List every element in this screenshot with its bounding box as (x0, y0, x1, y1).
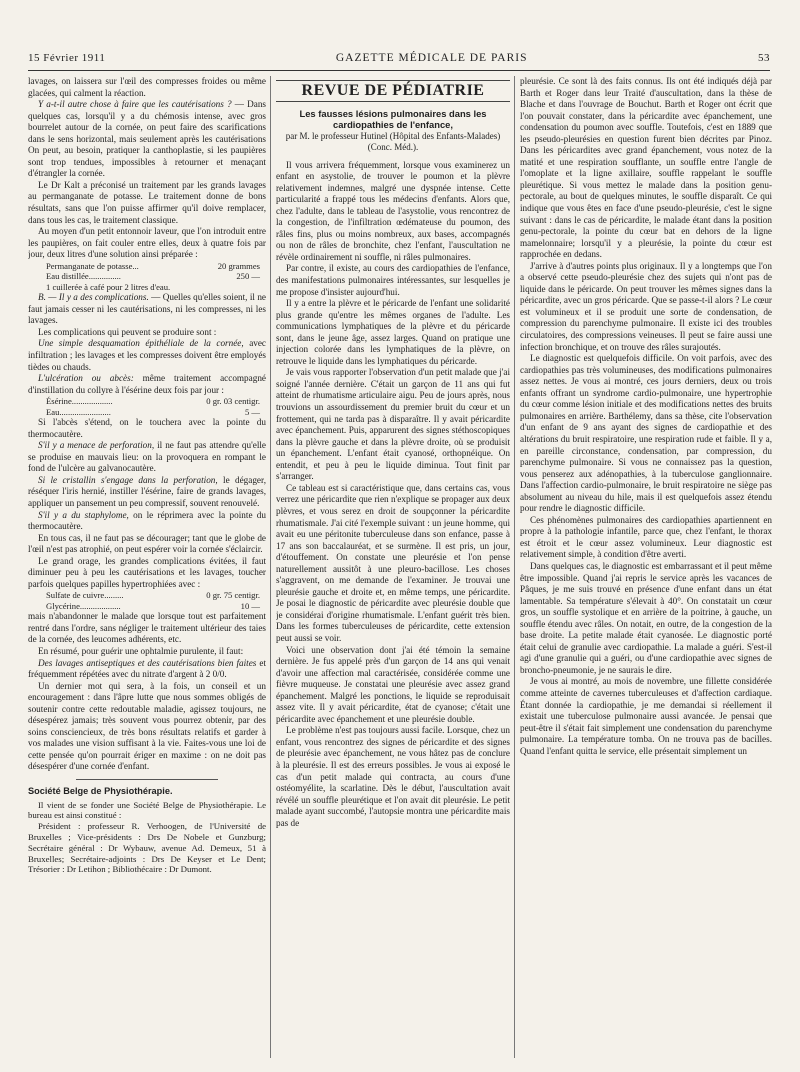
paragraph: pleurésie. Ce sont là des faits connus. Ils ont été indiqués déjà par Barth et Roger dans leur Traité d'auscultation, dans la thèse de Blache et dans l'ouvrage de Bouchut. Barth et Roger ont écrit que l'on pouvait constater, dans la péricardite avec épanchement, une condensation du poumon avec souffle. Toutefois, c'est en 1889 que les pseudo-pleurésies en question furent bien décrites par Pinoz. Dans les péricardites avec grand épanchement, vous notez de la matité et une respiration soufflante, un souffle entre l'angle de l'omoplate et la ligne axillaire, souffle rappelant le souffle pleurétique. Si vous mettez le malade dans la position genu-pectorale, au bout de quelques minutes, le souffle disparaît. Ce qui indique que vous êtes en face d'une pseudo-pleurésie, c'est le signe suivant : dans le cas de péricardite, le malade étant dans la position genu-pectorale, la pointe du cœur bat en dehors de la ligne mamelonnaire; lorsqu'il y a pleurésie, la pointe du cœur est rapprochée en dedans. (520, 76, 772, 260)
section-separator (76, 779, 219, 780)
page-header (28, 48, 770, 68)
recipe-value: 20 grammes (217, 260, 260, 271)
society-heading: Société Belge de Physiothérapie. (28, 786, 173, 797)
paragraph (28, 658, 266, 681)
paragraph-text: le dégager, réséquer l'iris hernié, instiller l'ésérine, faire de grands lavages, appliquer un pansement un peu compressif, souvent renouvelé. (28, 474, 266, 508)
header-date: 15 Février 1911 (28, 52, 106, 64)
subheading-italic: Des lavages antiseptiques et des cautérisations bien faites (38, 657, 257, 668)
paragraph (28, 292, 266, 327)
paragraph (28, 510, 266, 533)
paragraph: Ces phénomènes pulmonaires des cardiopathies apartiennent en propre à la pathologie infantile, parce que, chez l'enfant, le thorax est étroit et le cœur assez volumineux. Leur diagnostic est relativement simple, à condition d'être averti. (520, 514, 772, 560)
paragraph: Il y a entre la plèvre et le péricarde de l'enfant une solidarité plus grande qu'entre les mêmes organes de l'adulte. Les communications lymphatiques de la plèvre et du péricarde sont, dans le jeune âge, assez larges. Quand on pratique une injection colorée dans les lymphatiques de la plèvre, on retrouve le liquide dans les lymphatiques du péricarde. (276, 298, 510, 366)
recipe-line (28, 590, 266, 601)
paragraph: Si l'abcès s'étend, on le touchera avec la pointe du thermocautère. (28, 417, 266, 439)
subheading-italic: Une simple desquamation épithéliale de la cornée, (38, 338, 244, 349)
paragraph: Le diagnostic est quelquefois difficile. On voit parfois, avec des cardiopathies pas très volumineuses, des modifications pulmonaires assez nettes. Je vous ai montré, ces jours derniers, deux ou trois enfants offrant un syndrome cardio-pulmonaire, une hypertrophie du cœur comme lésion initiale et des modifications nettes des bruits pulmonaires en arrière. Barthélemy, dans sa thèse, cite l'observation d'un enfant de 9 ans ayant des signes de cardiopathie et des altérations du bruit respiratoire, une respiration rude et faible. Il y a, en pareille circonstance, condensation, par compression, du parenchyme pulmonaire. Si vous ne connaissez pas la question, vous penserez aux adénopathies, à la tuberculose ganglionnaire. Dans l'affection cardio-pulmonaire, le bruit respiratoire ne siège pas absolument au niveau du hile, mais il est quelquefois assez étendu pour rendre le diagnostic difficile. (520, 353, 772, 514)
recipe-line (28, 601, 266, 612)
paragraph: Le grand orage, les grandes complications évitées, il faut diminuer peu à peu les cautérisations et les lavages, toucher parfois quelques papilles hypertrophiées avec : (28, 555, 266, 589)
paragraph: mais n'abandonner le malade que lorsque tout est parfaitement rentré dans l'ordre, sans négliger le traitement ultérieur des taies de la cornée, des leucomes adhérents, etc. (28, 611, 266, 645)
header-page-number: 53 (758, 52, 770, 64)
paragraph: En résumé, pour guérir une ophtalmie purulente, il faut: (38, 646, 244, 657)
paragraph: Ce tableau est si caractéristique que, dans certains cas, vous verrez une péricardite que rien n'explique se propager aux deux plèvres, et vous serez en droit de soupçonner la péricardite rhumatismale. J'ai cité l'exemple suivant : un jeune homme, qui avait eu une péritonite tuberculeuse dans son enfance, passe à 17 ans son baccalauréat, et se surmène. Il est pris, un jour, d'étouffement. On constate une pleurésie et l'on pense naturellement aussitôt à une pleuro-bacillose. Les choses s'aggravent, on me demande de l'examiner. Je trouvai une pleurésie gauche et droite et, en même temps, une péricardite. Je posai le diagnostic de péricardite avec pleurésie double que je considérai d'origine rhumatismale. L'enfant guérit très bien. Dans les formes tuberculeuses de péricardite, cette extension peut aussi se voir. (276, 482, 510, 643)
column-right (520, 76, 772, 1058)
paragraph-text: — Dans quelques cas, lorsqu'il y a du chémosis intense, avec gros bourrelet autour de la cornée, on peut faire des scarifications dans le sens horizontal, mais seulement après les cautérisations On peut, au besoin, pratiquer la canthoplastie, si les paupières sont trop tendues, impossibles à retourner et menaçant d'étrangler la cornée. (28, 99, 266, 179)
paragraph (28, 440, 266, 475)
paragraph-text: — Quelles qu'elles soient, il ne faut jamais cesser ni les cautérisations, ni les compresses, ni les lavages. (28, 292, 266, 326)
recipe-value: 0 gr. 03 centigr. (206, 396, 260, 407)
subheading-italic: S'il y a menace de perforation, (38, 440, 155, 451)
paragraph: Par contre, il existe, au cours des cardiopathies de l'enfance, des manifestations pulmonaires intéressantes, sur lesquelles je me propose d'insister aujourd'hui. (276, 263, 510, 297)
recipe-value: 0 gr. 75 centigr. (206, 590, 260, 601)
column-divider (270, 76, 271, 1058)
paragraph (28, 99, 266, 180)
paragraph: Il vous arrivera fréquemment, lorsque vous examinerez un enfant en asystolie, de trouver le poumon et la plèvre relativement indemnes, malgré une dyspnée intense. Cette particularité a frappé tous les médecins d'enfants. Alors que, chez l'adulte, dans le tableau de l'asystolie, vous rencontrez de la congestion, de l'infiltration œdémateuse du poumon, des râles fins, plus ou moins nombreux, aux bases, accompagnés ou non de râles de bronchite, chez l'enfant, l'auscultation ne révèle ordinairement ni souffle, ni râles pulmonaires. (276, 159, 510, 262)
paragraph: Les complications qui peuvent se produire sont : (38, 326, 217, 337)
paragraph: En tous cas, il ne faut pas se décourager; tant que le globe de l'œil n'est pas atrophié, on peut espérer voir la cornée s'éclaircir. (28, 532, 266, 555)
paragraph: J'arrive à d'autres points plus originaux. Il y a longtemps que l'on a observé cette pseudo-pleurésie chez des sujets qui n'ont pas de liquide dans le péricarde. On peut trouver les mêmes signes dans la péricardite, avec un gros péricarde. Que se passe-t-il alors ? Le cœur est volumineux et il se produit une sorte de condensation, de compression du parenchyme pulmonaire. Il existe ici des troubles circulatoires, des compressions veineuses. Il peut se faire aussi une infection bronchique, et on trouve des râles surajoutés. (520, 260, 772, 352)
column-middle (276, 76, 510, 1058)
recipe-name: Ésérine................... (46, 396, 113, 407)
header-journal-title: GAZETTE MÉDICALE DE PARIS (335, 52, 528, 64)
recipe-name: Eau distillée............... (46, 271, 121, 282)
paragraph: Au moyen d'un petit entonnoir laveur, que l'on introduit entre les paupières, on fait couler entre elles, deux à quatre fois par jour, deux litres d'une solution ainsi préparée : (28, 226, 266, 260)
recipe-name: Permanganate de potasse... (46, 260, 139, 271)
paragraph: Président : professeur R. Verhoogen, de l'Université de Bruxelles ; Vice-présidents : Drs De Nobele et Gunzburg; Secrétaire général : Dr Wybauw, avenue Ad. Demeux, 51 à Bruxelles; Secrétaire-adjoints : Drs De Keyser et Le Dent; Trésorier : Dr Letihon ; Bibliothécaire : Dr Dumont. (28, 821, 266, 875)
paragraph-text: avec infiltration ; les lavages et les compresses doivent être employés tièdes ou chauds. (28, 338, 266, 372)
recipe-name: Sulfate de cuivre......... (46, 590, 124, 601)
paragraph-text: même traitement accompagné d'instillation du collyre à l'ésérine deux fois par jour : (28, 373, 266, 395)
article-author: par M. le professeur Hutinel (Hôpital des Enfants-Malades) (Conc. Méd.). (285, 130, 501, 153)
paragraph: Un dernier mot qui sera, à la fois, un conseil et un encouragement : dans l'âpre lutte que nous sommes obligés de soutenir contre cette redoutable maladie, agissez toujours, ne désespérez jamais; très souvent vous pourrez obtenir, par des soins consciencieux, de très bons résultats relatifs et garder à vos malades une vision suffisant à la vie. Faites-vous une loi de cette pensée qu'on pourrait ériger en maxime : on ne doit pas désespérer d'une cornée d'enfant. (28, 680, 266, 772)
paragraph: Il vient de se fonder une Société Belge de Physiothérapie. Le bureau est ainsi constitué : (28, 799, 266, 821)
paragraph: Dans quelques cas, le diagnostic est embarrassant et il peut même être impossible. Quand j'ai repris le service après les vacances de Pâques, je me suis trouvé en présence d'une enfant dans un état lamentable. Sa température s'élevait à 40°. On constatait un cœur gros, un souffle systolique et en arrière de la poitrine, à gauche, un souffle étendu avec râles. On notait, en outre, de la congestion de la base droite. La petite malade était cyanosée. Le diagnostic porté était celui de granulie avec cardiopathie. La malade a guéri. S'est-il agi d'une granulie qui a guéri, ou d'une cardiopathie avec signes de broncho-pneumonie, je ne saurais le dire. (520, 560, 772, 675)
paragraph: lavages, on laissera sur l'œil des compresses froides ou même glacées, qui calment la réaction. (28, 76, 266, 98)
recipe-line (28, 396, 266, 407)
header-rule (28, 70, 770, 71)
paragraph (28, 373, 266, 396)
subheading-italic: B. — Il y a des complications. (38, 292, 149, 303)
paragraph (28, 475, 266, 510)
paragraph (28, 338, 266, 373)
column-divider (514, 76, 515, 1058)
recipe-name: Eau........................ (46, 406, 111, 417)
paragraph: Je vous ai montré, au mois de novembre, une fillette considérée comme atteinte de cavernes tuberculeuses et d'affection cardiaque. Étant donnée la cardiopathie, je me demandai si réellement il existait une tuberculose pulmonaire aussi avancée. Je pensai que peut-être il s'était fait simplement une condensation du parenchyme pulmonaire. La température tomba. On ne trouva pas de bacilles. Quand l'enfant quitta le service, elle présentait simplement un (520, 676, 772, 756)
paragraph: Voici une observation dont j'ai été témoin la semaine dernière. Je fus appelé près d'un garçon de 14 ans qui venait d'avoir une affection mal caractérisée, considérée comme une fièvre muqueuse. Je constatai une pleurésie avec assez grand épanchement. Malgré les ponctions, le liquide se reproduisait assez vite. Il y avait péricardite, état de cyanose; c'était une péricardite avec épanchement et une pleurésie double. (276, 644, 510, 724)
paragraph: Le Dr Kalt a préconisé un traitement par les grands lavages au permanganate de potasse. Le traitement donne de bons résultats, sans que l'on puisse affirmer qu'il doive remplacer, dans tous les cas, le traitement classique. (28, 179, 266, 225)
paragraph-text: on le réprimera avec la pointe du thermocautère. (28, 509, 266, 532)
paragraph: Je vais vous rapporter l'observation d'un petit malade que j'ai soigné l'année dernière. C'était un garçon de 11 ans qui fut atteint de rhumatisme articulaire aigu. Peu de jours après, nous trouvions un assourdissement du premier bruit du cœur et un frottement, qui ne tarda pas à disparaître. Il y avait péricardite avec épanchement. Puis, apparurent des signes stéthoscopiques dans la plèvre gauche et dans la plèvre droite, où se produisit un épanchement. L'enfant était cyanosé, orthopnéique. On entendit, et peu à peu le liquide diminua. Tout finit par s'arranger. (276, 367, 510, 482)
recipe-line (28, 261, 266, 272)
section-heading: REVUE DE PÉDIATRIE (276, 80, 510, 102)
recipe-line (28, 271, 266, 282)
recipe-value: 5 — (244, 406, 260, 417)
paragraph-text: il ne faut pas attendre qu'elle se produise en mauvais lieu: on la provoquera en rompant le fond de l'ulcère au galvanocautère. (28, 440, 266, 474)
paragraph: Le problème n'est pas toujours aussi facile. Lorsque, chez un enfant, vous rencontrez des signes de péricardite et des signes de pleurésie avec épanchement, ne vous hâtez pas de conclure à la pleurésie. Il est des erreurs possibles. Je vous ai exposé le cas d'un petit malade qui contracta, au cours d'une ostéomyélite, la scarlatine. Dès le début, l'auscultation avait révélé un souffle pleurétique et l'on avait dit pleurésie. Le petit malade ayant succombé, l'autopsie montra une péricardite mais pas de (276, 725, 510, 828)
question-italic: Y a-t-il autre chose à faire que les cautérisations ? (38, 99, 232, 110)
recipe-note: 1 cuillerée à café pour 2 litres d'eau. (46, 281, 171, 292)
paragraph-text: et fréquemment répétées avec du nitrate d'argent à 2 0/0. (28, 657, 266, 680)
subheading-italic: S'il y a du staphylome, (38, 509, 129, 520)
recipe-value: 250 — (236, 271, 260, 282)
article-title: Les fausses lésions pulmonaires dans les cardiopathies de l'enfance, (299, 107, 487, 131)
column-left (28, 76, 266, 1058)
recipe-name: Glycérine................... (46, 600, 121, 611)
subheading-italic: Si le cristallin s'engage dans la perforation, (38, 474, 218, 485)
recipe-value: 10 — (240, 600, 260, 611)
recipe-line (28, 407, 266, 418)
subheading-italic: L'ulcération ou abcès: (38, 373, 134, 384)
